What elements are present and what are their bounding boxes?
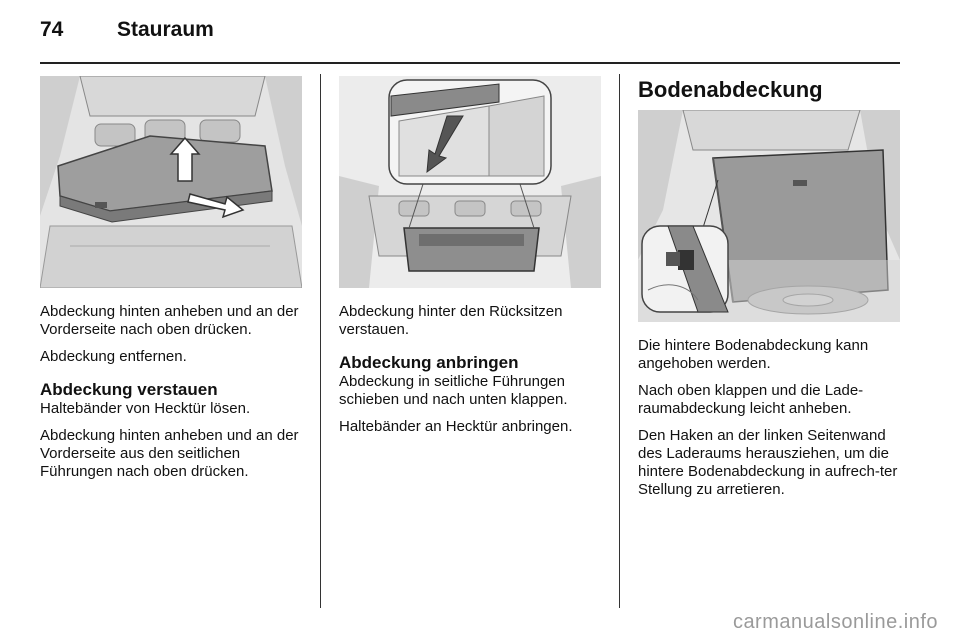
watermark: carmanualsonline.info: [732, 611, 938, 633]
illustration-cover-stow-drawing: [339, 76, 601, 288]
col3-paragraph-1: Die hintere Bodenabdeckung kann angehoben werden.: [638, 337, 869, 372]
col3-paragraph-3: Den Haken an der linken Seitenwand des Laderaums herausziehen, um die hintere Bodenabdeckung in aufrech-ter Stellung zu arretieren.: [638, 427, 898, 498]
col2-heading: Abdeckung anbringen: [339, 353, 519, 372]
col3-heading: Bodenabdeckung: [638, 77, 823, 102]
column-divider-1: [320, 74, 321, 608]
column-2-text: [339, 303, 604, 445]
illustration-cover-remove: [40, 76, 302, 288]
column-3-text: [638, 337, 903, 508]
col2-paragraph-3: Haltebänder an Hecktür anbringen.: [339, 418, 573, 435]
header-divider: [40, 62, 900, 64]
col1-paragraph-1: Abdeckung hinten anheben und an der Vorderseite nach oben drücken.: [40, 303, 299, 338]
column-3-heading-wrap: [638, 77, 900, 103]
col1-heading: Abdeckung verstauen: [40, 380, 218, 399]
col2-paragraph-1: Abdeckung hinter den Rücksitzen verstauen.: [339, 303, 563, 338]
column-1-text: [40, 303, 310, 490]
col1-paragraph-3: Haltebänder von Hecktür lösen.: [40, 400, 251, 417]
col3-paragraph-2: Nach oben klappen und die Lade-raumabdeckung leicht anheben.: [638, 382, 864, 417]
col1-paragraph-4: Abdeckung hinten anheben und an der Vorderseite aus den seitlichen Führungen nach oben drücken.: [40, 427, 299, 480]
illustration-floor-cover-drawing: [638, 110, 900, 322]
page-title: Stauraum: [117, 18, 214, 41]
column-divider-2: [619, 74, 620, 608]
illustration-cover-stow: [339, 76, 601, 288]
page-number: 74: [40, 18, 64, 41]
col1-paragraph-2: Abdeckung entfernen.: [40, 348, 187, 365]
col2-paragraph-2: Abdeckung in seitliche Führungen schieben und nach unten klappen.: [339, 373, 568, 408]
illustration-cover-remove-drawing: [40, 76, 302, 288]
illustration-floor-cover: [638, 110, 900, 322]
